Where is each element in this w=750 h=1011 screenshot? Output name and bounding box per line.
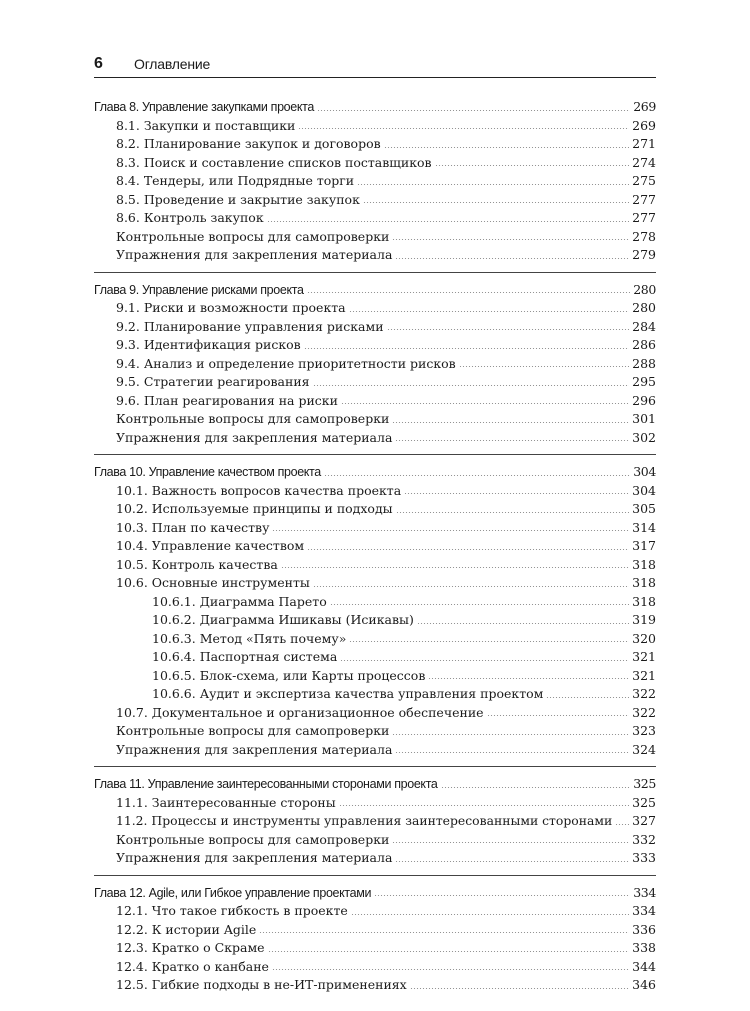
toc-chapter-block (94, 776, 656, 876)
toc-entry-title: Глава 12. Agile, или Гибкое управление проектами (94, 885, 372, 900)
toc-entry-title: 8.4. Тендеры, или Подрядные торги (116, 173, 355, 188)
toc-entry[interactable] (94, 959, 656, 978)
toc-entry-title: Упражнения для закрепления материала (116, 247, 393, 262)
toc-entry-page: 271 (632, 136, 656, 151)
toc-entry-title: Глава 9. Управление рисками проекта (94, 282, 304, 297)
toc-entry-page: 286 (632, 337, 656, 352)
toc-entry[interactable] (94, 192, 656, 211)
toc-entry-title: 9.3. Идентификация рисков (116, 337, 301, 352)
toc-entry-page: 321 (632, 649, 656, 664)
toc-entry[interactable] (94, 300, 656, 319)
toc-entry-title: 9.5. Стратегии реагирования (116, 374, 310, 389)
toc-entry[interactable] (94, 594, 656, 613)
toc-entry-title: 12.4. Кратко о канбане (116, 958, 269, 974)
toc-entry[interactable] (94, 686, 656, 705)
dot-leader (351, 914, 629, 915)
toc-entry-title: 9.6. План реагирования на риски (116, 392, 338, 408)
toc-entry[interactable] (94, 631, 656, 650)
toc-entry-page: 323 (632, 723, 656, 738)
toc-entry-page: 327 (632, 813, 656, 828)
toc-entry[interactable] (94, 850, 656, 869)
toc-entry-page: 322 (632, 686, 656, 701)
toc-entry-title: Контрольные вопросы для самопроверки (116, 723, 390, 738)
toc-entry-page: 280 (632, 300, 656, 315)
toc-chapter-entry[interactable] (94, 776, 656, 795)
dot-leader (330, 604, 629, 605)
dot-leader (307, 292, 631, 293)
toc-entry-page: 269 (632, 117, 656, 133)
toc-entry-title: Контрольные вопросы для самопроверки (116, 831, 390, 847)
dot-leader (395, 861, 629, 862)
dot-leader (392, 422, 629, 423)
toc-entry-page: 318 (632, 593, 656, 609)
toc-entry-page: 325 (633, 776, 656, 791)
toc-entry-title: Глава 8. Управление закупками проекта (94, 100, 314, 114)
toc-entry-title: 10.2. Используемые принципы и подходы (116, 501, 393, 516)
toc-entry-page: 318 (632, 575, 656, 590)
dot-leader (395, 440, 629, 441)
toc-entry-page: 277 (632, 210, 656, 225)
dot-leader (396, 512, 630, 513)
toc-entry-title: 12.5. Гибкие подходы в не-ИТ-применениях (116, 977, 407, 992)
toc-entry[interactable] (94, 832, 656, 851)
toc-entry-page: 269 (633, 99, 656, 114)
dot-leader (428, 678, 629, 679)
toc-chapter-entry[interactable] (94, 885, 656, 904)
toc-entry-page: 334 (633, 884, 656, 900)
toc-chapter-block (94, 885, 656, 1002)
dot-leader (349, 641, 629, 642)
dot-leader (410, 988, 629, 989)
table-of-contents (94, 99, 656, 1011)
toc-entry-page: 320 (632, 630, 656, 646)
toc-entry[interactable] (94, 922, 656, 941)
toc-entry-page: 333 (632, 850, 656, 865)
dot-leader (404, 493, 629, 494)
toc-entry-page: 296 (632, 392, 656, 408)
toc-entry-page: 302 (632, 429, 656, 445)
toc-chapter-entry[interactable] (94, 464, 656, 483)
dot-leader (317, 110, 630, 111)
toc-entry-page: 317 (632, 538, 656, 553)
toc-entry-page: 288 (632, 355, 656, 371)
toc-entry[interactable] (94, 977, 656, 996)
dot-leader (349, 311, 630, 312)
toc-entry[interactable] (94, 374, 656, 393)
dot-leader (395, 258, 629, 259)
toc-entry-title: 10.6.5. Блок-схема, или Карты процессов (152, 667, 426, 683)
toc-entry-page: 346 (632, 977, 656, 992)
dot-leader (298, 128, 629, 129)
toc-entry[interactable] (94, 795, 656, 814)
toc-entry-title: 10.6.6. Аудит и экспертиза качества управления проектом (152, 686, 544, 701)
toc-entry-title: 9.4. Анализ и определение приоритетности рисков (116, 355, 456, 371)
toc-entry-title: 10.6.2. Диаграмма Ишикавы (Исикавы) (152, 612, 414, 627)
toc-chapter-entry[interactable] (94, 99, 656, 118)
toc-entry-page: 314 (632, 519, 656, 535)
toc-entry-title: Упражнения для закрепления материала (116, 429, 393, 445)
toc-entry-title: 12.1. Что такое гибкость в проекте (116, 903, 348, 918)
toc-entry[interactable] (94, 940, 656, 959)
toc-entry[interactable] (94, 668, 656, 687)
toc-entry-page: 332 (632, 831, 656, 847)
toc-entry-title: 8.1. Закупки и поставщики (116, 117, 296, 133)
toc-entry[interactable] (94, 356, 656, 375)
toc-chapter-block (94, 282, 656, 456)
dot-leader (392, 842, 629, 843)
dot-leader (395, 752, 629, 753)
toc-entry-title: 10.6.3. Метод «Пять почему» (152, 630, 347, 646)
toc-entry-title: 11.1. Заинтересованные стороны (116, 794, 336, 810)
page-number: 6 (94, 55, 103, 72)
toc-entry[interactable] (94, 483, 656, 502)
toc-entry-page: 304 (633, 464, 656, 479)
toc-entry-page: 336 (632, 921, 656, 937)
dot-leader (307, 549, 629, 550)
dot-leader (384, 147, 629, 148)
toc-entry[interactable] (94, 337, 656, 356)
toc-entry[interactable] (94, 705, 656, 724)
toc-entry[interactable] (94, 649, 656, 668)
toc-entry-title: 10.6.1. Диаграмма Парето (152, 593, 327, 609)
dot-leader (340, 660, 629, 661)
toc-entry-title: 8.3. Поиск и составление списков поставщиков (116, 154, 432, 170)
toc-entry-page: 338 (632, 940, 656, 955)
toc-chapter-block (94, 99, 656, 273)
dot-leader (392, 239, 629, 240)
dot-leader (341, 403, 629, 404)
toc-entry-title: 10.5. Контроль качества (116, 556, 278, 572)
toc-entry-page: 344 (632, 958, 656, 974)
toc-entry[interactable] (94, 229, 656, 248)
toc-entry-title: 10.6.4. Паспортная система (152, 649, 338, 664)
toc-entry[interactable] (94, 155, 656, 174)
toc-entry-title: 8.5. Проведение и закрытие закупок (116, 191, 360, 207)
toc-entry-title: 10.4. Управление качеством (116, 538, 305, 553)
toc-chapter-entry[interactable] (94, 282, 656, 301)
toc-entry-title: 9.2. Планирование управления рисками (116, 318, 384, 334)
toc-entry-page: 304 (632, 482, 656, 498)
toc-entry[interactable] (94, 903, 656, 922)
toc-entry[interactable] (94, 723, 656, 742)
toc-entry-page: 325 (632, 794, 656, 810)
toc-entry-page: 319 (632, 612, 656, 627)
dot-leader (357, 184, 629, 185)
toc-entry-page: 322 (632, 704, 656, 720)
toc-entry-page: 305 (632, 501, 656, 516)
dot-leader (259, 932, 629, 933)
toc-entry[interactable] (94, 118, 656, 137)
toc-entry-title: 10.3. План по качеству (116, 519, 270, 535)
toc-entry[interactable] (94, 393, 656, 412)
dot-leader (272, 530, 629, 531)
toc-entry-page: 280 (633, 281, 656, 297)
dot-leader (435, 165, 630, 166)
toc-entry-page: 278 (632, 228, 656, 244)
toc-entry-page: 279 (632, 247, 656, 262)
toc-entry-title: Глава 11. Управление заинтересованными сторонами проекта (94, 777, 438, 791)
toc-entry-page: 295 (632, 374, 656, 389)
dot-leader (272, 969, 629, 970)
dot-leader (313, 385, 630, 386)
toc-entry-title: Контрольные вопросы для самопроверки (116, 411, 390, 426)
toc-entry-title: 10.6. Основные инструменты (116, 575, 310, 590)
toc-entry-page: 274 (632, 154, 656, 170)
dot-leader (268, 951, 630, 952)
toc-entry-page: 277 (632, 191, 656, 207)
toc-entry[interactable] (94, 501, 656, 520)
dot-leader (313, 586, 629, 587)
dot-leader (304, 348, 629, 349)
dot-leader (387, 329, 630, 330)
toc-entry-title: Глава 10. Управление качеством проекта (94, 465, 321, 479)
toc-entry[interactable] (94, 612, 656, 631)
toc-entry-title: 10.7. Документальное и организационное обеспечение (116, 704, 484, 720)
toc-entry-page: 275 (632, 173, 656, 188)
toc-entry-title: 8.2. Планирование закупок и договоров (116, 136, 381, 151)
toc-entry-title: 11.2. Процессы и инструменты управления заинтересованными сторонами (116, 813, 613, 828)
toc-entry[interactable] (94, 173, 656, 192)
dot-leader (281, 567, 629, 568)
dot-leader (441, 787, 631, 788)
dot-leader (487, 715, 630, 716)
toc-entry[interactable] (94, 247, 656, 266)
toc-entry[interactable] (94, 575, 656, 594)
toc-entry[interactable] (94, 813, 656, 832)
dot-leader (339, 805, 629, 806)
toc-entry[interactable] (94, 210, 656, 229)
running-title: Оглавление (134, 56, 211, 72)
toc-entry[interactable] (94, 319, 656, 338)
toc-entry-title: Упражнения для закрепления материала (116, 741, 393, 757)
toc-chapter-block (94, 464, 656, 767)
dot-leader (267, 221, 630, 222)
dot-leader (417, 623, 629, 624)
toc-entry[interactable] (94, 430, 656, 449)
dot-leader (374, 895, 630, 896)
dot-leader (363, 202, 629, 203)
toc-entry-page: 321 (632, 667, 656, 683)
toc-entry-page: 318 (632, 556, 656, 572)
dot-leader (459, 366, 629, 367)
page-header (94, 55, 656, 78)
toc-entry[interactable] (94, 538, 656, 557)
toc-entry-page: 301 (632, 411, 656, 426)
toc-entry-page: 284 (632, 318, 656, 334)
toc-entry-page: 334 (632, 903, 656, 918)
dot-leader (615, 824, 629, 825)
dot-leader (546, 697, 629, 698)
toc-entry[interactable] (94, 136, 656, 155)
toc-entry[interactable] (94, 411, 656, 430)
dot-leader (324, 475, 630, 476)
toc-entry[interactable] (94, 557, 656, 576)
toc-entry-title: Упражнения для закрепления материала (116, 850, 393, 865)
toc-entry-title: 12.3. Кратко о Скраме (116, 940, 265, 955)
dot-leader (392, 734, 629, 735)
toc-entry[interactable] (94, 520, 656, 539)
toc-entry[interactable] (94, 742, 656, 761)
toc-entry-title: 9.1. Риски и возможности проекта (116, 300, 346, 315)
toc-entry-title: 12.2. К истории Agile (116, 921, 257, 937)
toc-entry-title: 10.1. Важность вопросов качества проекта (116, 482, 402, 498)
toc-entry-page: 324 (632, 741, 656, 757)
toc-entry-title: 8.6. Контроль закупок (116, 210, 264, 225)
toc-entry-title: Контрольные вопросы для самопроверки (116, 228, 390, 244)
